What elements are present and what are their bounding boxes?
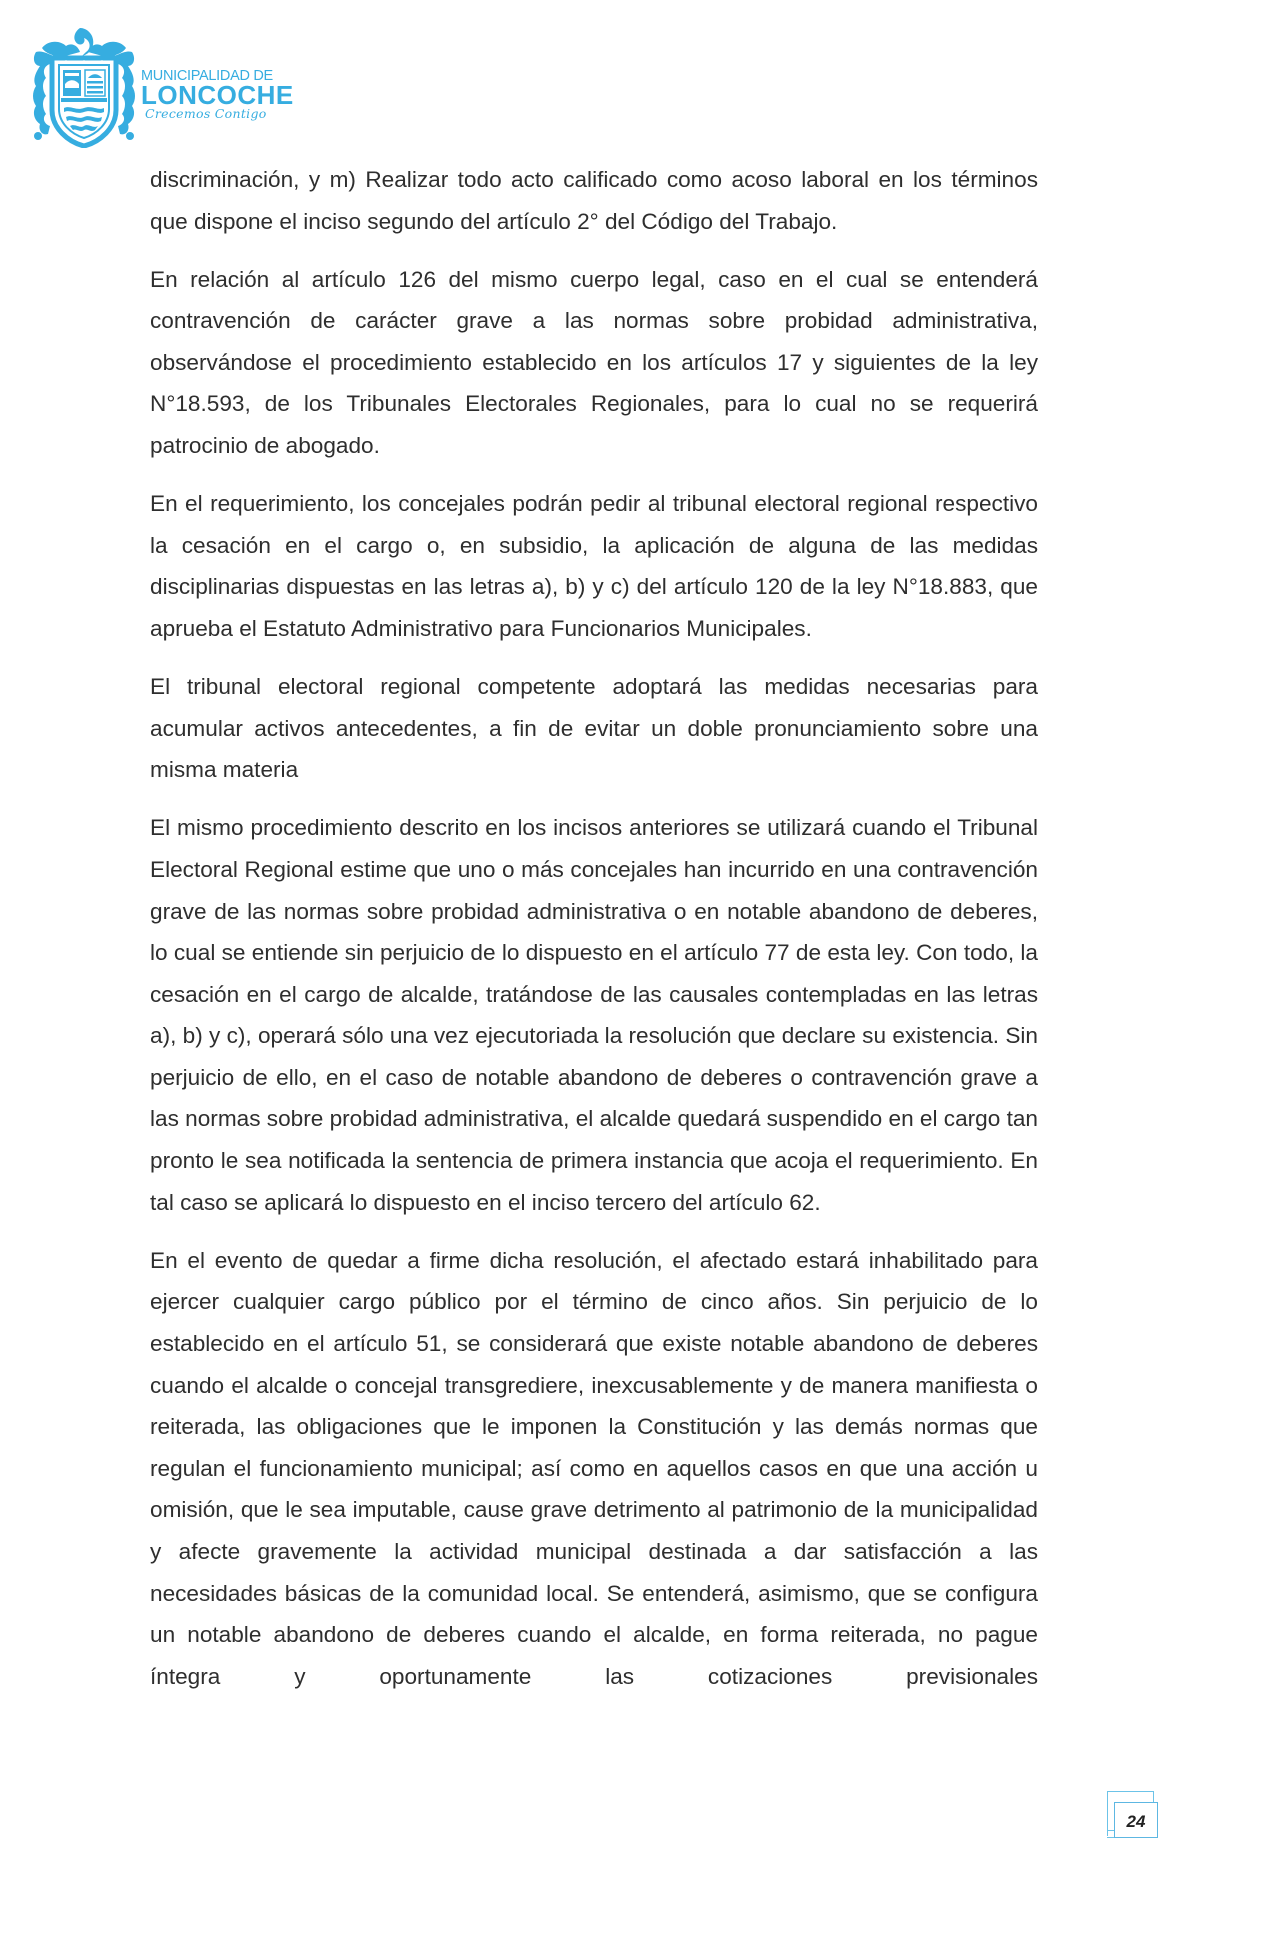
paragraph: En el requerimiento, los concejales podrán pedir al tribunal electoral regional respectivo la cesación en el cargo o, en subsidio, la aplicación de alguna de las medidas disciplinarias dispuestas en las letras a), b) y c) del artículo 120 de la ley N°18.883, que aprueba el Estatuto Administrativo para Funcionarios Municipales. bbox=[150, 491, 1038, 641]
logo-slogan-text: Crecemos Contigo bbox=[145, 106, 267, 121]
logo-municipalidad-text: MUNICIPALIDAD DE bbox=[141, 68, 273, 84]
logo-loncoche-text: LONCOCHE bbox=[141, 80, 294, 110]
municipality-logo bbox=[28, 26, 294, 148]
paragraph: El mismo procedimiento descrito en los incisos anteriores se utilizará cuando el Tribunal Electoral Regional estime que uno o más concejales han incurrido en una contravención grave de las normas sobre probidad administrativa o en notable abandono de deberes, lo cual se entiende sin perjuicio de lo dispuesto en el artículo 77 de esta ley. Con todo, la cesación en el cargo de alcalde, tratándose de las causales contempladas en las letras a), b) y c), operará sólo una vez ejecutoriada la resolución que declare su existencia. Sin perjuicio de ello, en el caso de notable abandono de deberes o contravención grave a las normas sobre probidad administrativa, el alcalde quedará suspendido en el cargo tan pronto le sea notificada la sentencia de primera instancia que acoja el requerimiento. En tal caso se aplicará lo dispuesto en el inciso tercero del artículo 62. bbox=[150, 815, 1038, 1215]
coat-of-arms-icon bbox=[28, 26, 140, 148]
logo-wordmark bbox=[141, 68, 294, 122]
page-number-badge bbox=[1106, 1790, 1162, 1842]
paragraph: En relación al artículo 126 del mismo cuerpo legal, caso en el cual se entenderá contravención de carácter grave a las normas sobre probidad administrativa, observándose el procedimiento establecido en los artículos 17 y siguientes de la ley N°18.593, de los Tribunales Electorales Regionales, para lo cual no se requerirá patrocinio de abogado. bbox=[150, 266, 1038, 459]
page-number: 24 bbox=[1114, 1802, 1158, 1838]
document-body bbox=[150, 159, 1038, 1714]
paragraph: discriminación, y m) Realizar todo acto calificado como acoso laboral en los términos que dispone el inciso segundo del artículo 2° del Código del Trabajo. bbox=[150, 167, 1038, 234]
paragraph: En el evento de quedar a firme dicha resolución, el afectado estará inhabilitado para ejercer cualquier cargo público por el término de cinco años. Sin perjuicio de lo establecido en el artículo 51, se considerará que existe notable abandono de deberes cuando el alcalde o concejal transgrediere, inexcusablemente y de manera manifiesta o reiterada, las obligaciones que le imponen la Constitución y las demás normas que regulan el funcionamiento municipal; así como en aquellos casos en que una acción u omisión, que le sea imputable, cause grave detrimento al patrimonio de la municipalidad y afecte gravemente la actividad municipal destinada a dar satisfacción a las necesidades básicas de la comunidad local. Se entenderá, asimismo, que se configura un notable abandono de deberes cuando el alcalde, en forma reiterada, no pague íntegra y oportunamente las cotizaciones previsionales bbox=[150, 1247, 1038, 1689]
paragraph: El tribunal electoral regional competente adoptará las medidas necesarias para acumular activos antecedentes, a fin de evitar un doble pronunciamiento sobre una misma materia bbox=[150, 674, 1038, 783]
